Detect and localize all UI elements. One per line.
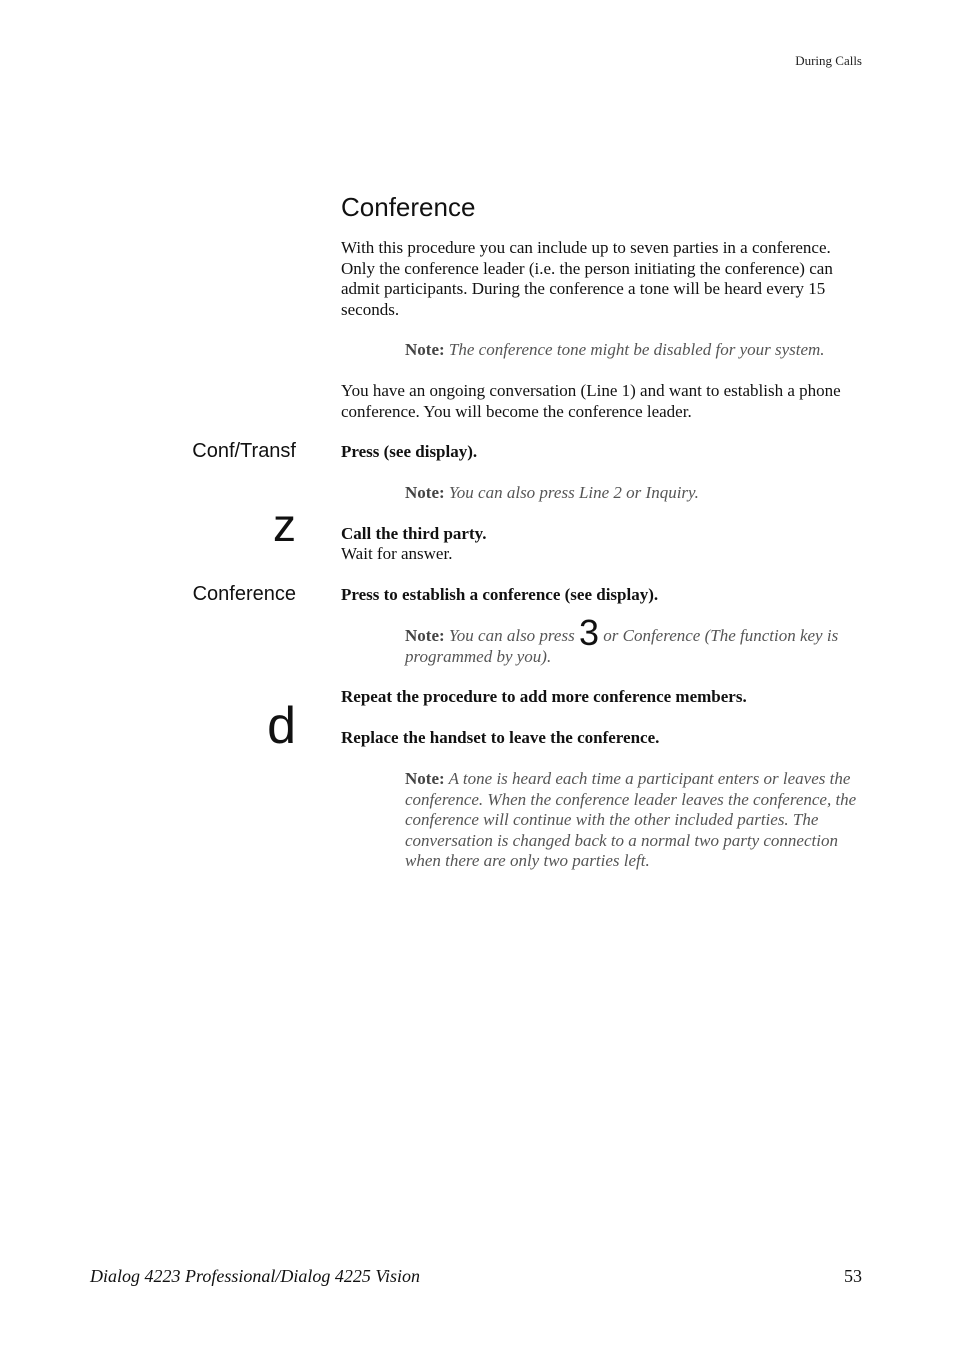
step-wait-for-answer: Wait for answer. bbox=[341, 544, 453, 563]
note-text: You can also press Line 2 or Inquiry. bbox=[448, 483, 699, 502]
keypad-digits-icon: z bbox=[273, 499, 296, 551]
note-text: A tone is heard each time a participant enters or leaves the conference. When the conference leader leaves the conference, the conference will continue with the other included parties. The conversation is changed back to a normal two party connection when there are only two parties left. bbox=[405, 769, 857, 870]
page-number: 53 bbox=[844, 1266, 862, 1286]
note-text-before: You can also press bbox=[448, 626, 575, 645]
running-header: During Calls bbox=[795, 53, 862, 68]
step-replace-handset: Replace the handset to leave the conference. bbox=[341, 728, 660, 747]
intro-paragraph: With this procedure you can include up to seven parties in a conference. Only the conference leader (i.e. the person initiating the conference) can admit participants. During the conference a tone will be heard every 15 seconds. bbox=[341, 238, 833, 319]
note-label: Note: bbox=[405, 340, 445, 359]
note-label: Note: bbox=[405, 769, 445, 788]
context-paragraph: You have an ongoing conversation (Line 1) and want to establish a phone conference. You will become the conference leader. bbox=[341, 381, 841, 421]
note-line2-inquiry bbox=[405, 483, 865, 504]
note-participant-tone bbox=[405, 769, 865, 872]
note-text-after: or Conference (The function key is programmed by you). bbox=[405, 626, 839, 666]
conference-key-label: Conference bbox=[192, 583, 296, 605]
footer-product-title: Dialog 4223 Professional/Dialog 4225 Vision bbox=[90, 1266, 421, 1286]
section-title: Conference bbox=[341, 192, 476, 222]
conf-transf-key-label: Conf/Transf bbox=[192, 440, 296, 462]
note-press-3 bbox=[405, 612, 865, 667]
digit-3-key-icon: 3 bbox=[578, 612, 599, 653]
note-conference-tone bbox=[405, 340, 865, 361]
note-label: Note: bbox=[405, 626, 445, 645]
step-repeat-procedure: Repeat the procedure to add more conference members. bbox=[341, 687, 747, 706]
step-press-conf-transf: Press (see display). bbox=[341, 442, 478, 461]
note-text: The conference tone might be disabled for your system. bbox=[448, 340, 825, 359]
step-call-third-party: Call the third party. bbox=[341, 524, 487, 543]
step-establish-conference: Press to establish a conference (see display). bbox=[341, 585, 659, 604]
handset-replace-icon: d bbox=[267, 697, 296, 755]
note-label: Note: bbox=[405, 483, 445, 502]
